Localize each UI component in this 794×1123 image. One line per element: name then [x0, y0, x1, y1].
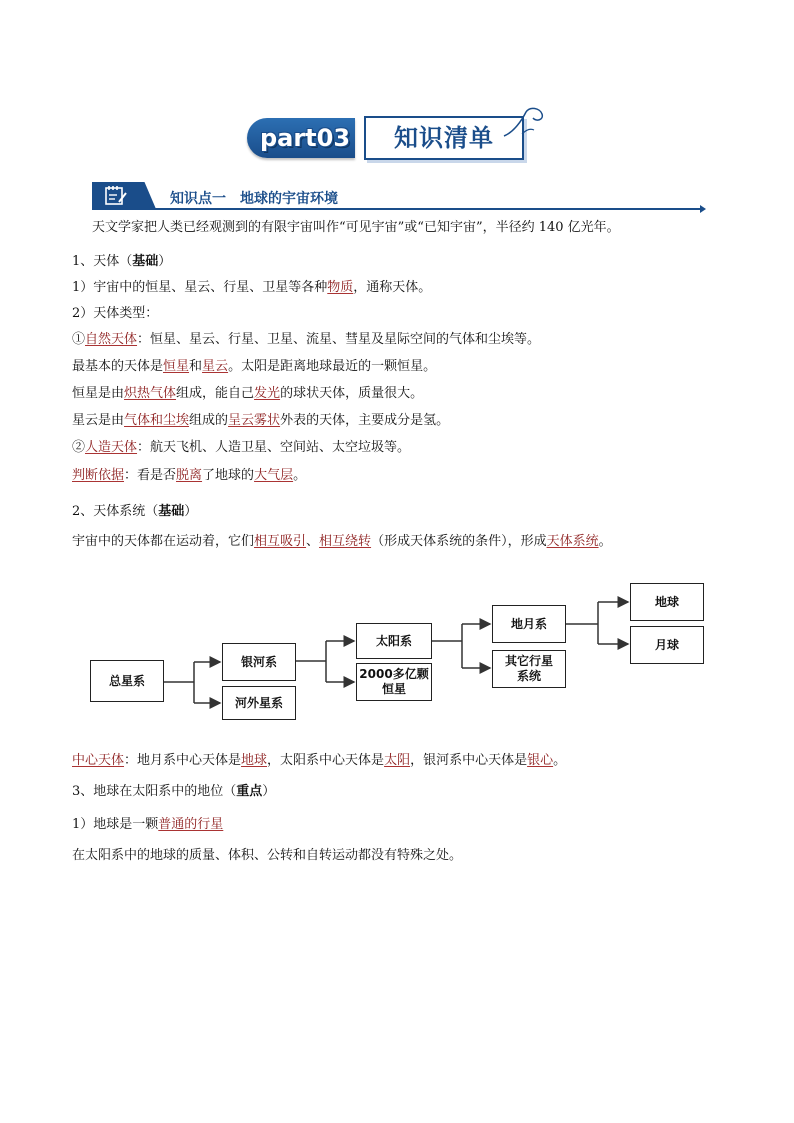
s1-p5: 恒星是由炽热气体组成，能自己发光的球状天体，质量很大。: [72, 386, 424, 401]
s1-p8: 判断依据：看是否脱离了地球的大气层。: [72, 468, 307, 483]
section-title: 知识点一 地球的宇宙环境: [170, 191, 338, 207]
center-bodies: 中心天体：地月系中心天体是地球，太阳系中心天体是太阳，银河系中心天体是银心。: [72, 753, 567, 768]
s1-p7: ②人造天体：航天飞机、人造卫星、空间站、太空垃圾等。: [72, 440, 411, 455]
node-earth-moon: 地月系: [492, 605, 566, 643]
node-other-galaxies: 河外星系: [222, 686, 296, 720]
node-total-galaxy: 总星系: [90, 660, 164, 702]
s1-p1: 1）宇宙中的恒星、星云、行星、卫星等各种物质，通称天体。: [72, 280, 432, 295]
node-milky-way: 银河系: [222, 643, 296, 681]
part-label: part03: [259, 124, 351, 152]
node-other-planets: 其它行星 系统: [492, 650, 566, 688]
heading-3: 3、地球在太阳系中的地位（重点）: [72, 784, 276, 799]
node-moon: 月球: [630, 626, 704, 664]
s2-p1: 宇宙中的天体都在运动着，它们相互吸引、相互绕转（形成天体系统的条件），形成天体系统。: [72, 534, 612, 549]
page-title: 知识清单: [394, 124, 494, 152]
s1-p2: 2）天体类型：: [72, 306, 159, 321]
heading-2: 2、天体系统（基础）: [72, 504, 198, 519]
intro-paragraph: 天文学家把人类已经观测到的有限宇宙叫作“可见宇宙”或“已知宇宙”，半径约 140 亿光年。: [92, 220, 620, 235]
node-solar-system: 太阳系: [356, 623, 432, 659]
s3-p2: 在太阳系中的地球的质量、体积、公转和自转运动都没有特殊之处。: [72, 848, 463, 863]
node-stars: 2000多亿颗 恒星: [356, 663, 432, 701]
heading-1: 1、天体（基础）: [72, 254, 172, 269]
node-earth: 地球: [630, 583, 704, 621]
s1-p3: ①自然天体：恒星、星云、行星、卫星、流星、彗星及星际空间的气体和尘埃等。: [72, 332, 541, 347]
s3-p1: 1）地球是一颗普通的行星: [72, 817, 224, 832]
s1-p6: 星云是由气体和尘埃组成的呈云雾状外表的天体，主要成分是氢。: [72, 413, 450, 428]
s1-p4: 最基本的天体是恒星和星云。太阳是距离地球最近的一颗恒星。: [72, 359, 437, 374]
